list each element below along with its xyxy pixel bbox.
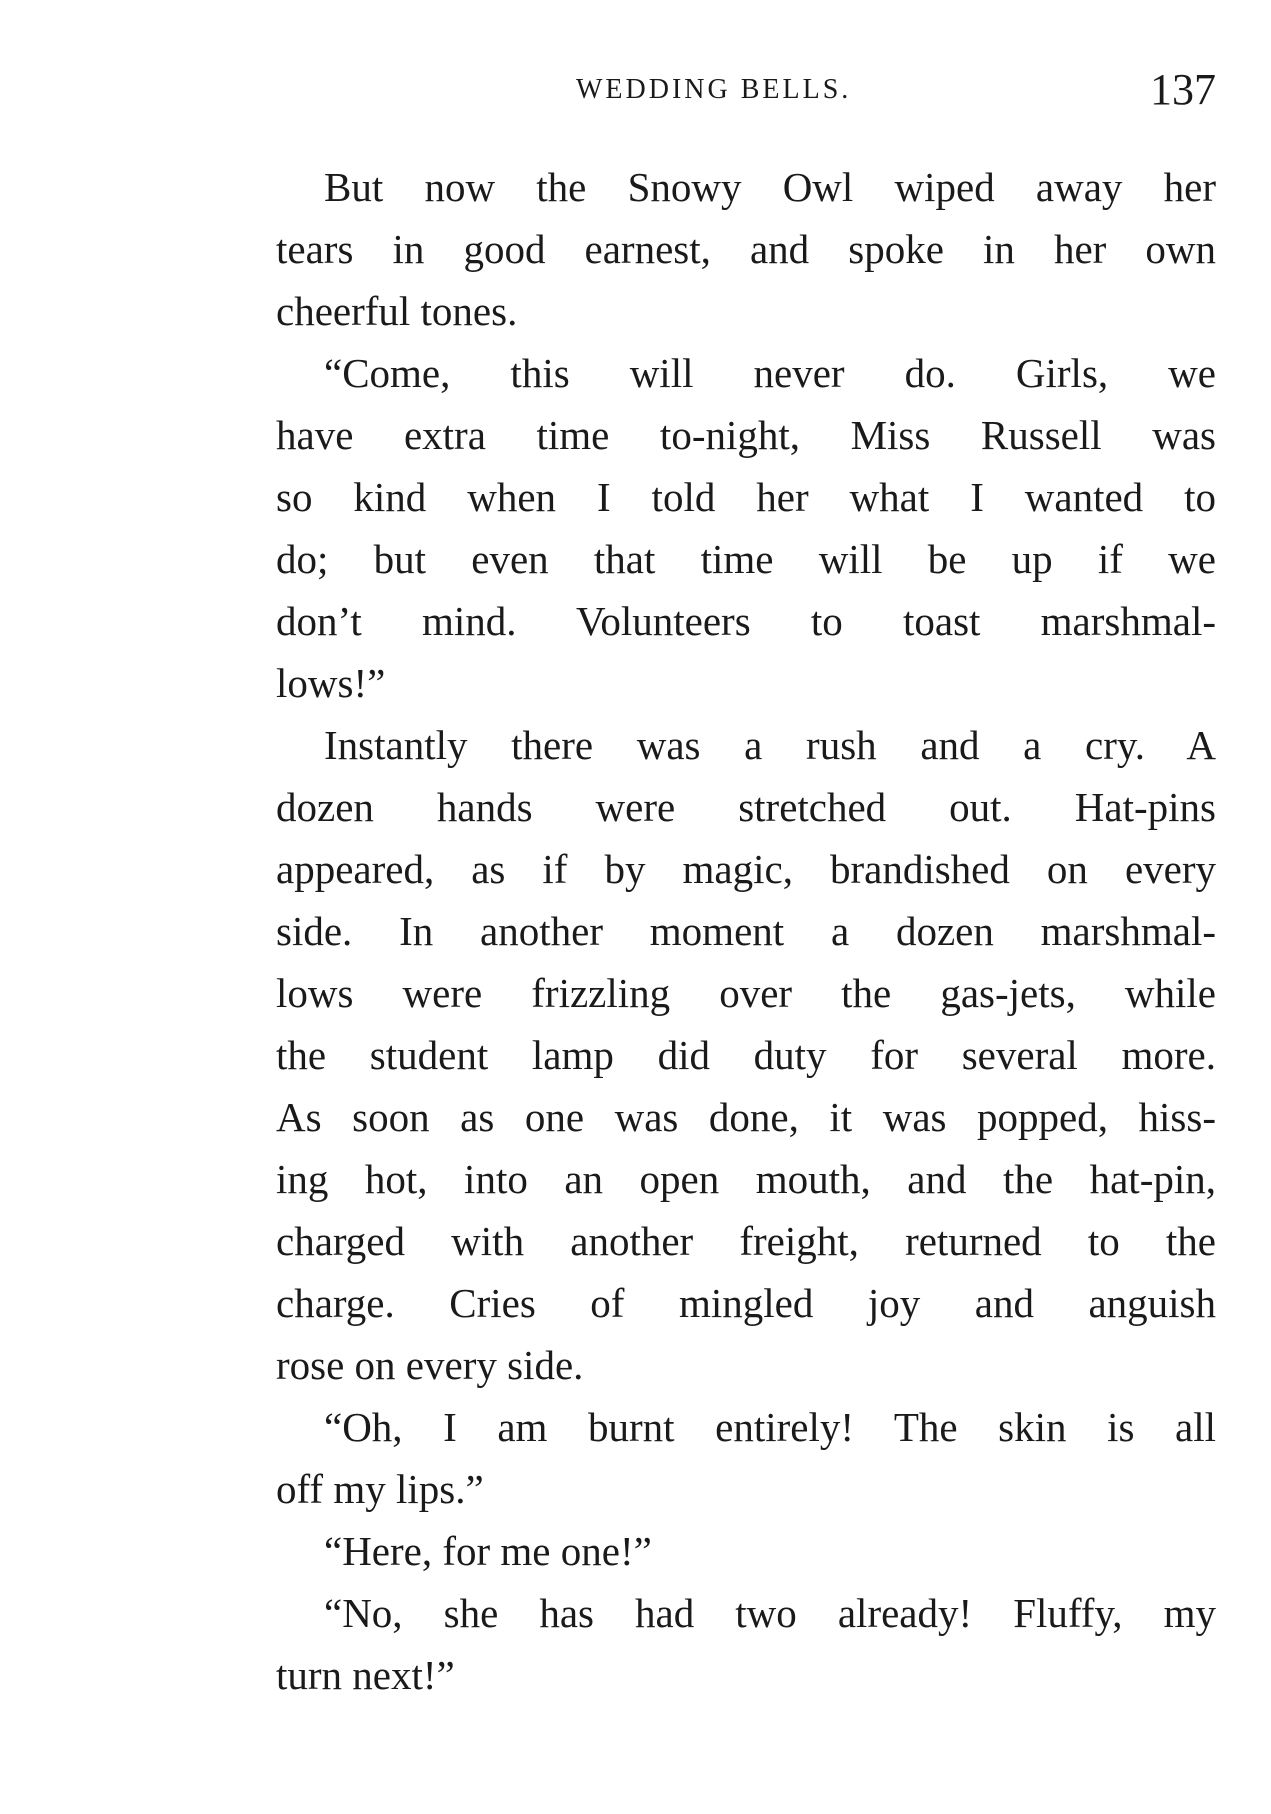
text-line: do; but even that time will be up if we <box>276 536 1216 582</box>
running-title: WEDDING BELLS. <box>576 74 852 105</box>
text-line: But now the Snowy Owl wiped away her <box>324 164 1216 210</box>
text-line: lows were frizzling over the gas-jets, while <box>276 970 1216 1016</box>
text-line: turn next!” <box>276 1652 455 1698</box>
text-line: As soon as one was done, it was popped, hiss- <box>276 1094 1216 1140</box>
text-line: charged with another freight, returned to the <box>276 1218 1216 1264</box>
text-line: cheerful tones. <box>276 288 518 334</box>
text-line: “Come, this will never do. Girls, we <box>324 350 1216 396</box>
text-line: ing hot, into an open mouth, and the hat-pin, <box>276 1156 1216 1202</box>
running-head <box>276 64 1216 124</box>
text-line: don’t mind. Volunteers to toast marshmal- <box>276 598 1216 644</box>
text-line: the student lamp did duty for several more. <box>276 1032 1216 1078</box>
text-line: rose on every side. <box>276 1342 584 1388</box>
text-line: tears in good earnest, and spoke in her own <box>276 226 1216 272</box>
text-line: lows!” <box>276 660 386 706</box>
text-line: “Here, for me one!” <box>324 1528 652 1574</box>
text-line: “Oh, I am burnt entirely! The skin is all <box>324 1404 1216 1450</box>
body-text <box>276 156 1216 1706</box>
text-line: dozen hands were stretched out. Hat-pins <box>276 784 1216 830</box>
text-line: Instantly there was a rush and a cry. A <box>324 722 1216 768</box>
text-line: off my lips.” <box>276 1466 484 1512</box>
text-line: so kind when I told her what I wanted to <box>276 474 1216 520</box>
text-line: have extra time to-night, Miss Russell was <box>276 412 1216 458</box>
page-number: 137 <box>1150 65 1216 114</box>
text-line: appeared, as if by magic, brandished on every <box>276 846 1216 892</box>
text-line: charge. Cries of mingled joy and anguish <box>276 1280 1216 1326</box>
text-line: side. In another moment a dozen marshmal- <box>276 908 1216 954</box>
text-line: “No, she has had two already! Fluffy, my <box>324 1590 1216 1636</box>
